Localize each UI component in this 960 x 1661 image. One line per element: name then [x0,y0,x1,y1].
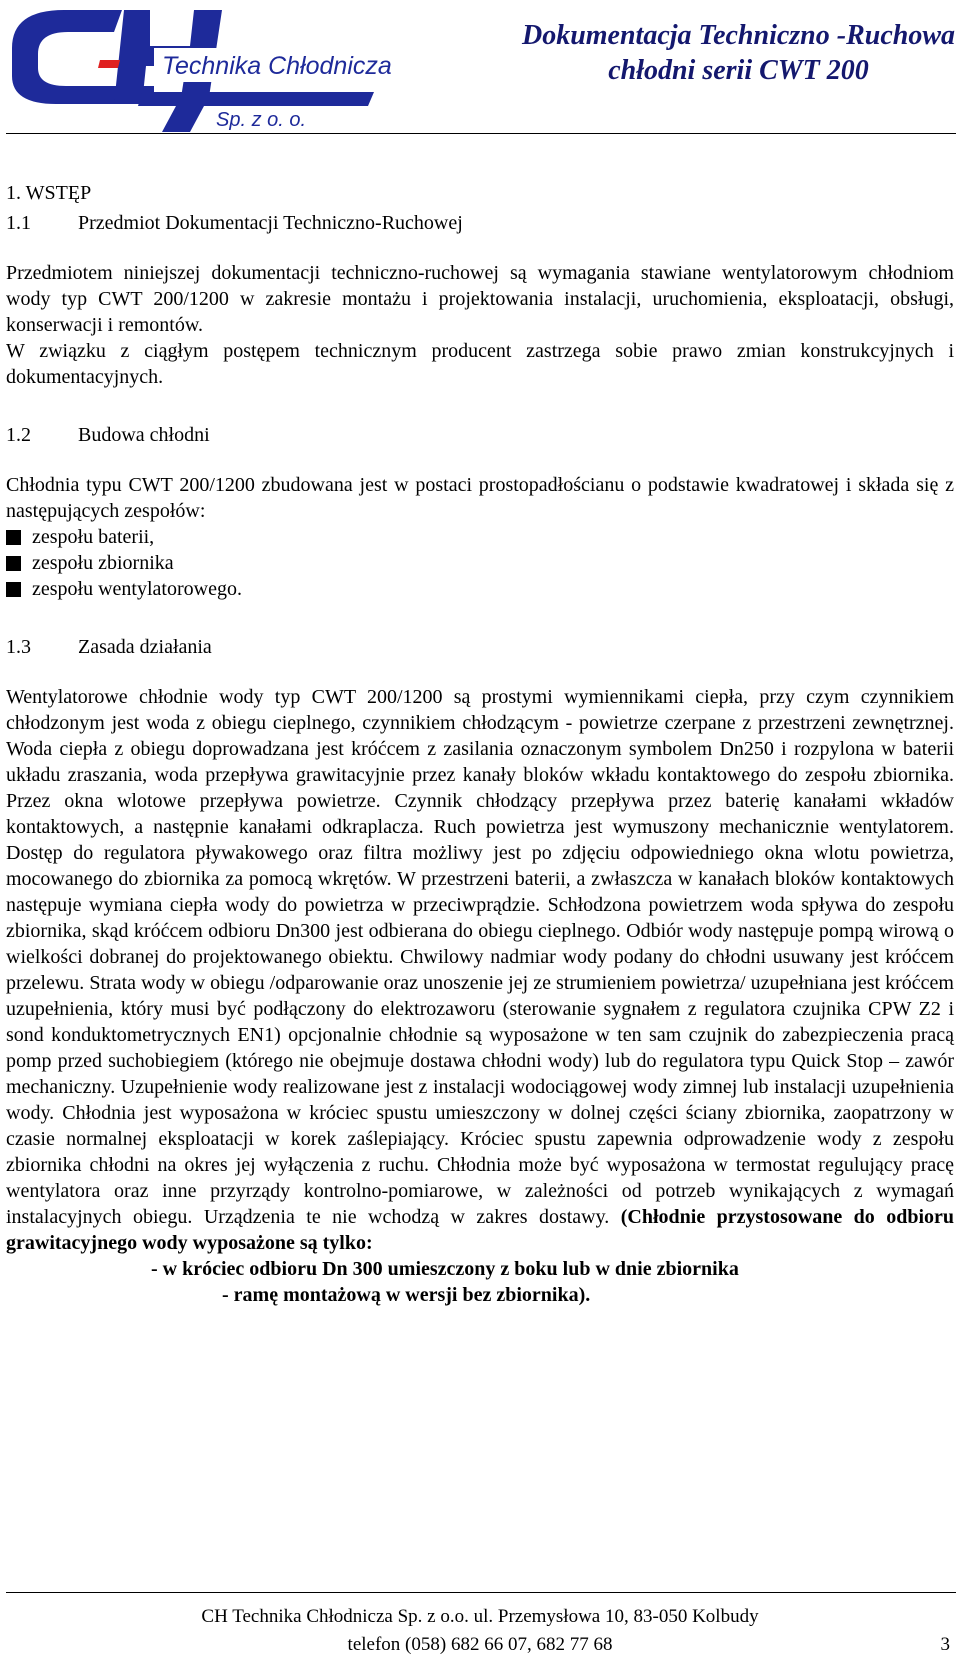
company-logo [4,6,404,134]
bold-note: (Chłodnie przystosowane do odbioru grawitacyjnego wody wyposażone są tylko: [6,1206,954,1254]
subsection-title: Przedmiot Dokumentacji Techniczno-Ruchowej [78,212,463,234]
subsection-heading-1-3 [6,632,954,662]
paragraph: W związku z ciągłym postępem technicznym producent zastrzega sobie prawo zmian konstrukcyjnych i dokumentacyjnych. [6,340,954,388]
page-footer [0,1603,960,1659]
page-header [0,0,960,140]
subsection-number: 1.3 [6,636,31,658]
bold-note-item: - ramę montażową w wersji bez zbiornika). [222,1284,591,1306]
section-heading-1: 1. WSTĘP [6,182,92,204]
list-item: zespołu zbiornika [6,550,954,576]
footer-phone: telefon (058) 682 66 07, 682 77 68 [347,1634,613,1655]
bold-note-item: - w króciec odbioru Dn 300 umieszczony z boku lub w dnie zbiornika [151,1258,739,1280]
logo-red-stroke [98,60,120,68]
footer-divider [6,1592,956,1593]
document-title-line2: chłodni serii CWT 200 [608,55,869,86]
page-number: 3 [940,1634,950,1655]
square-bullet-icon [6,582,21,597]
paragraph: Chłodnia typu CWT 200/1200 zbudowana jest w postaci prostopadłościanu o podstawie kwadratowej i składa się z następujących zespołów: [6,474,954,522]
subsection-number: 1.2 [6,424,31,446]
component-list [6,524,954,602]
paragraph: Wentylatorowe chłodnie wody typ CWT 200/1200 są prostymi wymiennikami ciepła, przy czym czynnikiem chłodzonym jest woda z obiegu cieplnego, czynnikiem chłodzącym - powietrze czerpane z przestrzeni zewnętrznej. Woda ciepła z obiegu doprowadzana jest króćcem z zasilania oznaczonym symbolem Dn250 i rozpylona w baterii układu zraszania, woda przepływa grawitacyjnie przez kanały bloków wkładu kontaktowego do zespołu zbiornika. Przez okna wlotowe przepływa powietrze. Czynnik chłodzący przepływa przez baterię kanałami wkładów kontaktowych, a następnie kanałami odkraplacza. Ruch powietrza jest wymuszony mechanicznie wentylatorem. Dostęp do regulatora pływakowego oraz filtra możliwy jest po zdjęciu odpowiedniego okna wlotu powietrza, mocowanego do zbiornika za pomocą wkrętów. W przestrzeni baterii, a zwłaszcza w kanałach bloków kontaktowych następuje wymiana ciepła wody do powietrza w przeciwprądzie. Schłodzona powietrzem woda spływa do zespołu zbiornika, skąd króćcem odbioru Dn300 jest odbierana do obiegu cieplnego. Odbiór wody następuje pompą wirową o wielkości dobranej do projektowanego obiektu. Chwilowy nadmiar wody podany do chłodni usuwany jest króćcem przelewu. Strata wody w obiegu /odparowanie oraz unoszenie jej ze strumieniem powietrza/ uzupełniana jest króćcem uzupełnienia, który musi być podłączony do elektrozaworu (sterowanie sygnałem z regulatora czujnika CPW Z2 i sond konduktometrycznych EN1) opcjonalnie chłodnie są wyposażone w ten sam czujnik do zabezpieczenia pracą pomp przed suchobiegiem (którego nie obejmuje dostawa chłodni wody) lub do regulatora typu Quick Stop – zawór mechaniczny. Uzupełnienie wody realizowane jest z instalacji wodociągowej wody zimnej lub instalacji uzupełnienia wody. Chłodnia jest wyposażona w króciec spustu umieszczony w dolnej części ściany zbiornika, zaopatrzony w czasie normalnej eksploatacji w korek zaślepiający. Króciec spustu zapewnia odprowadzenie wody z zespołu zbiornika chłodni na okres jej wyłączenia z ruchu. Chłodnia może być wyposażona w termostat regulujący pracę wentylatora oraz inne przyrządy kontrolno-pomiarowe, w zależności od potrzeb wynikających z wymagań instalacyjnych obiegu. Urządzenia te nie wchodzą w zakres dostawy. (Chłodnie przystosowane do odbioru grawitacyjnego wody wyposażone są tylko: [6,686,954,1254]
footer-address: CH Technika Chłodnicza Sp. z o.o. ul. Przemysłowa 10, 83-050 Kolbudy [201,1606,759,1627]
square-bullet-icon [6,530,21,545]
paragraph: Przedmiotem niniejszej dokumentacji techniczno-ruchowej są wymagania stawiane wentylatorowym chłodniom wody typ CWT 200/1200 w zakresie montażu i projektowania instalacji, uruchomienia, eksploatacji, obsługi, konserwacji i remontów. [6,262,954,336]
subsection-number: 1.1 [6,212,31,234]
square-bullet-icon [6,556,21,571]
document-body [6,178,954,1308]
document-title-line1: Dokumentacja Techniczno -Ruchowa [521,20,955,51]
logo-company-name: Technika Chłodnicza [162,52,392,80]
list-item: zespołu baterii, [6,524,954,550]
document-title [522,18,955,88]
subsection-title: Budowa chłodni [78,424,210,446]
subsection-heading-1-2 [6,420,954,450]
logo-company-form: Sp. z o. o. [216,109,307,131]
header-divider [6,133,956,134]
list-item: zespołu wentylatorowego. [6,576,954,602]
subsection-title: Zasada działania [78,636,212,658]
subsection-heading-1-1 [6,208,954,238]
